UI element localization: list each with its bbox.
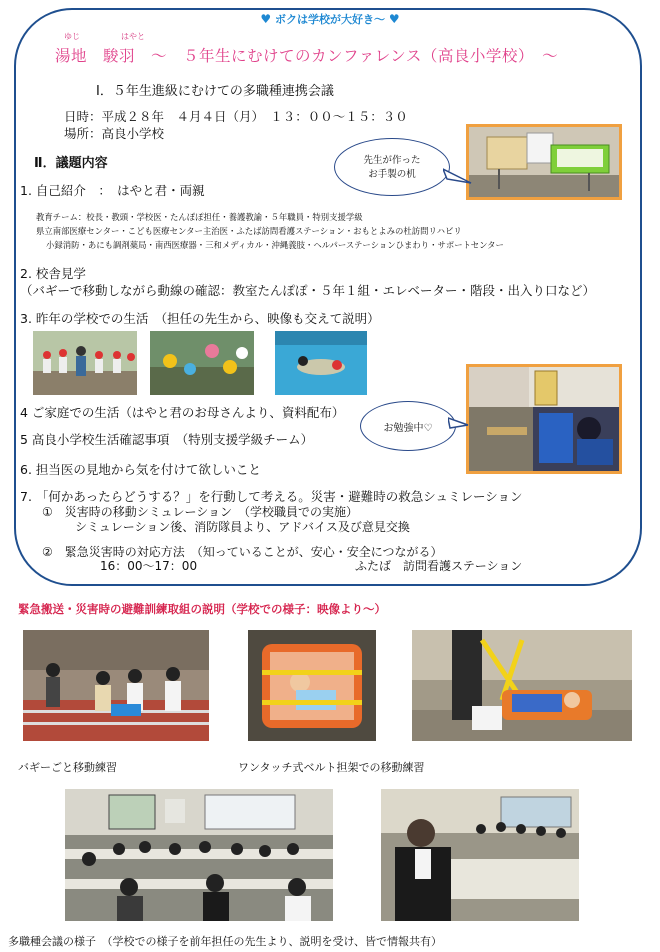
agenda-item-2-detail: （バギーで移動しながら動線の確認：教室たんぽぽ・５年１組・エレベーター・階段・出入り口など） xyxy=(20,283,596,298)
meeting-photo-2 xyxy=(381,789,579,921)
drill-photo-carry xyxy=(412,630,632,741)
bubble-tail xyxy=(448,416,470,432)
team-line-1: 教育チーム：校長・教頭・学校医・たんぽぽ担任・養護教諭・５年職員・特別支援学級 xyxy=(36,212,363,222)
school-photo-class xyxy=(150,331,254,395)
meeting-date: 日時：平成２８年 ４月４日（月） １３：００〜１５：３０ xyxy=(64,109,408,124)
team-line-2: 県立南部医療センター・こども医療センター主治医・ふたば訪問看護ステーション・おもとよみの杜訪問リハビリ xyxy=(36,226,462,236)
section1-heading: Ⅰ．５年生進級にむけての多職種連携会議 xyxy=(96,84,334,99)
agenda-item-6: 6. 担当医の見地から気を付けて欲しいこと xyxy=(20,462,261,477)
desk-photo xyxy=(466,124,622,200)
lower-heading: 緊急搬送・災害時の避難訓練取組の説明（学校での様子：映像より〜） xyxy=(18,602,386,616)
studying-photo xyxy=(466,364,622,474)
agenda-item-7: 7. 「何かあったらどうする？」を行動して考える。災害・避難時の救急シュミレーション xyxy=(20,489,523,504)
agenda-item-7-2-time: 16：00〜17：00 xyxy=(100,559,198,573)
school-photo-sports xyxy=(33,331,137,395)
caption-buggy: バギーごと移動練習 xyxy=(18,761,117,774)
drill-photo-buggy xyxy=(23,630,209,741)
team-line-3: 小録消防・あにも調剤薬局・南西医療器・三和メディカル・沖縄義肢・ヘルパーステーションひまわり・サポートセンター xyxy=(46,240,504,250)
school-photo-pool xyxy=(275,331,367,395)
bubble-tail xyxy=(443,165,473,187)
agenda-item-2: 2. 校舎見学 xyxy=(20,266,86,281)
section2-heading: Ⅱ．議題内容 xyxy=(34,156,108,171)
drill-photo-stretcher xyxy=(248,630,376,741)
agenda-item-7-2-by: ふたば 訪問看護ステーション xyxy=(355,559,523,573)
page-title: 湯地 駿羽 〜 ５年生にむけてのカンファレンス（高良小学校） 〜 xyxy=(55,47,559,65)
agenda-item-7-1b: シミュレーション後、消防隊員より、アドバイス及び意見交換 xyxy=(75,520,410,534)
subtitle: ♥ ボクは学校が大好き〜 ♥ xyxy=(260,12,400,26)
ruby-yuji: ゆじ xyxy=(64,32,80,41)
speech-bubble-study: お勉強中♡ xyxy=(360,401,456,451)
agenda-item-7-2: ② 緊急災害時の対応方法 （知っていることが、安心・安全につながる） xyxy=(42,545,443,559)
heart-icon: ♥ xyxy=(260,12,272,26)
ruby-hayato: はやと xyxy=(121,32,145,41)
agenda-item-5: 5 高良小学校生活確認事項 （特別支援学級チーム） xyxy=(20,432,314,447)
meeting-photo-1 xyxy=(65,789,333,921)
agenda-item-3: 3. 昨年の学校での生活 （担任の先生から、映像も交えて説明） xyxy=(20,311,380,326)
agenda-item-7-1: ① 災害時の移動シミュレーション （学校職員での実施） xyxy=(42,505,359,519)
agenda-item-4: 4 ご家庭での生活（はやと君のお母さんより、資料配布） xyxy=(20,405,345,420)
meeting-place: 場所：高良小学校 xyxy=(64,126,165,141)
caption-meeting: 多職種会議の様子 （学校での様子を前年担任の先生より、説明を受け、皆で情報共有） xyxy=(8,935,443,948)
agenda-item-1: 1. 自己紹介 ： はやと君・両親 xyxy=(20,183,205,198)
caption-stretcher: ワンタッチ式ベルト担架での移動練習 xyxy=(238,761,425,774)
heart-icon: ♥ xyxy=(388,12,400,26)
speech-bubble-desk: 先生が作った お手製の机 xyxy=(334,138,450,196)
